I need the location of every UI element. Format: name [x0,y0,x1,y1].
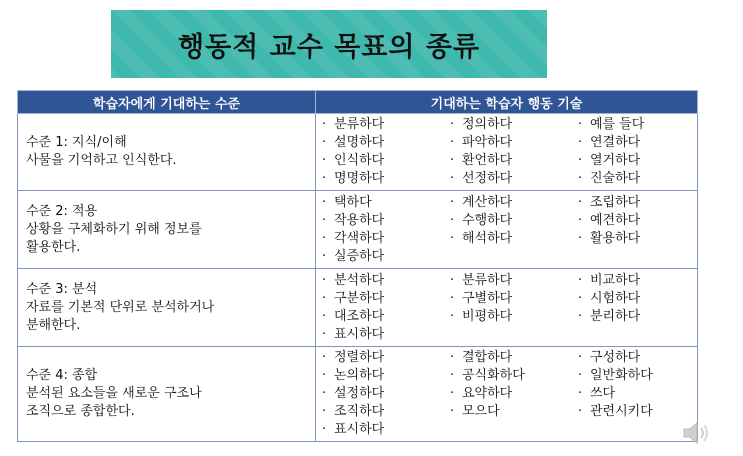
level-cell [18,191,316,269]
behavior-item [450,230,578,248]
behavior-label: 조직하다 [334,404,385,419]
behavior-item [578,326,706,344]
behavior-item [322,290,450,308]
behavior-item [450,248,578,266]
behavior-label: 진술하다 [590,171,641,186]
bullet-icon: · [322,171,327,186]
bullet-icon: · [450,368,455,383]
bullet-icon: · [322,194,327,210]
bullet-icon: · [450,386,455,401]
behavior-item [322,326,450,344]
behavior-list [322,349,697,439]
behavior-item [450,116,578,134]
objectives-table [17,90,698,442]
behavior-label: 시험하다 [590,290,641,306]
behavior-label: 실증하다 [334,248,385,264]
bullet-icon: · [578,386,583,401]
behavior-item [322,349,450,367]
level-cell [18,269,316,347]
behavior-list [322,116,697,188]
behavior-label: 분류하다 [462,272,513,288]
bullet-icon: · [322,404,327,419]
behavior-item [578,385,706,403]
behavior-label: 파악하다 [462,135,513,150]
table-header-row [18,91,698,114]
behaviors-cell [316,269,698,347]
behavior-label: 예를 들다 [590,117,645,132]
level-cell [18,347,316,442]
behavior-label: 요약하다 [462,386,513,401]
behavior-item [450,367,578,385]
bullet-icon: · [322,212,327,228]
behavior-label: 연결하다 [590,135,641,150]
bullet-icon: · [322,290,327,306]
title-banner [111,10,547,78]
level-description: 분해한다. [26,317,81,333]
level-title: 수준 3: 분석 [26,281,98,297]
behavior-item [450,326,578,344]
behavior-label: 각색하다 [334,230,385,246]
bullet-icon: · [322,248,327,264]
behavior-item [322,212,450,230]
table-row [18,114,698,191]
behavior-item [450,308,578,326]
behavior-label: 비교하다 [590,272,641,288]
bullet-icon: · [450,404,455,419]
table-row [18,191,698,269]
header-behaviors: 기대하는 학습자 행동 기술 [316,91,698,114]
behavior-item [322,385,450,403]
bullet-icon: · [322,422,327,437]
bullet-icon: · [450,308,455,324]
behavior-item [322,403,450,421]
bullet-icon: · [450,117,455,132]
behavior-item [578,248,706,266]
level-description: 분석된 요소들을 새로운 구조나 [26,386,202,401]
bullet-icon: · [322,153,327,168]
bullet-icon: · [322,326,327,342]
behavior-item [322,152,450,170]
behavior-item [578,349,706,367]
bullet-icon: · [578,212,583,228]
bullet-icon: · [450,290,455,306]
behavior-item [450,349,578,367]
bullet-icon: · [322,368,327,383]
behavior-item [322,116,450,134]
bullet-icon: · [322,272,327,288]
behavior-label: 조립하다 [590,194,641,210]
behavior-label: 분류하다 [334,117,385,132]
behavior-label: 해석하다 [462,230,513,246]
behavior-item [578,134,706,152]
behaviors-cell [316,114,698,191]
behavior-label: 명명하다 [334,171,385,186]
behavior-item [322,308,450,326]
bullet-icon: · [450,212,455,228]
behavior-label: 공식화하다 [462,368,525,383]
slide-title: 행동적 교수 목표의 종류 [177,31,481,63]
bullet-icon: · [450,230,455,246]
speaker-icon[interactable] [680,419,712,447]
behavior-item [322,170,450,188]
behavior-label: 예견하다 [590,212,641,228]
behavior-item [578,308,706,326]
behavior-item [578,367,706,385]
behavior-label: 결합하다 [462,350,513,365]
behavior-item [578,194,706,212]
bullet-icon: · [450,153,455,168]
behavior-label: 환언하다 [462,153,513,168]
bullet-icon: · [578,117,583,132]
behavior-item [322,367,450,385]
behavior-label: 표시하다 [334,326,385,342]
level-description: 자료를 기본적 단위로 분석하거나 [26,299,215,315]
behavior-label: 구별하다 [462,290,513,306]
behavior-item [322,230,450,248]
behavior-item [450,403,578,421]
behavior-item [578,212,706,230]
table-row [18,347,698,442]
behavior-item [578,170,706,188]
bullet-icon: · [578,404,583,419]
speaker-icon-graphic [680,419,712,447]
bullet-icon: · [322,308,327,324]
level-description: 상황을 구체화하기 위해 정보를 [26,221,202,237]
behavior-item [450,212,578,230]
behavior-item [578,230,706,248]
behavior-item [322,272,450,290]
behavior-label: 분석하다 [334,272,385,288]
bullet-icon: · [578,153,583,168]
bullet-icon: · [322,117,327,132]
level-cell [18,114,316,191]
behavior-item [450,152,578,170]
behavior-label: 활용하다 [590,230,641,246]
behavior-list [322,194,697,266]
behavior-item [578,272,706,290]
behavior-item [322,421,450,439]
bullet-icon: · [450,350,455,365]
behavior-item [450,272,578,290]
bullet-icon: · [578,272,583,288]
behavior-item [578,152,706,170]
behavior-label: 일반화하다 [590,368,653,383]
bullet-icon: · [322,350,327,365]
behavior-label: 구성하다 [590,350,641,365]
bullet-icon: · [322,135,327,150]
bullet-icon: · [578,368,583,383]
behavior-item [450,170,578,188]
bullet-icon: · [450,171,455,186]
behavior-label: 택하다 [334,194,372,210]
bullet-icon: · [578,171,583,186]
table-row [18,269,698,347]
level-description: 활용한다. [26,239,81,255]
behavior-item [450,194,578,212]
bullet-icon: · [450,135,455,150]
behavior-item [450,421,578,439]
behavior-label: 구분하다 [334,290,385,306]
behavior-list [322,272,697,344]
behavior-label: 표시하다 [334,422,385,437]
bullet-icon: · [322,386,327,401]
header-level: 학습자에게 기대하는 수준 [18,91,316,114]
behavior-label: 계산하다 [462,194,513,210]
level-description: 조직으로 종합한다. [26,404,135,419]
behavior-item [322,194,450,212]
bullet-icon: · [578,350,583,365]
behavior-label: 인식하다 [334,153,385,168]
behavior-label: 비평하다 [462,308,513,324]
behavior-label: 논의하다 [334,368,385,383]
behavior-label: 모으다 [462,404,500,419]
behaviors-cell [316,347,698,442]
behavior-label: 정렬하다 [334,350,385,365]
behavior-item [578,290,706,308]
behavior-item [450,385,578,403]
behavior-label: 대조하다 [334,308,385,324]
behavior-label: 관련시키다 [590,404,653,419]
level-title: 수준 4: 종합 [26,368,98,383]
bullet-icon: · [578,290,583,306]
bullet-icon: · [578,135,583,150]
level-description: 사물을 기억하고 인식한다. [26,153,177,168]
behavior-item [450,134,578,152]
behavior-label: 정의하다 [462,117,513,132]
bullet-icon: · [450,194,455,210]
level-title: 수준 2: 적용 [26,203,98,219]
bullet-icon: · [578,230,583,246]
level-title: 수준 1: 지식/이해 [26,135,127,150]
behavior-item [322,134,450,152]
behavior-item [578,116,706,134]
behaviors-cell [316,191,698,269]
bullet-icon: · [578,194,583,210]
behavior-item [450,290,578,308]
bullet-icon: · [450,272,455,288]
behavior-label: 쓰다 [590,386,616,401]
behavior-label: 선정하다 [462,171,513,186]
bullet-icon: · [578,308,583,324]
behavior-item [322,248,450,266]
behavior-label: 열거하다 [590,153,641,168]
behavior-label: 수행하다 [462,212,513,228]
behavior-label: 분리하다 [590,308,641,324]
bullet-icon: · [322,230,327,246]
behavior-label: 설명하다 [334,135,385,150]
behavior-label: 설정하다 [334,386,385,401]
behavior-label: 작용하다 [334,212,385,228]
